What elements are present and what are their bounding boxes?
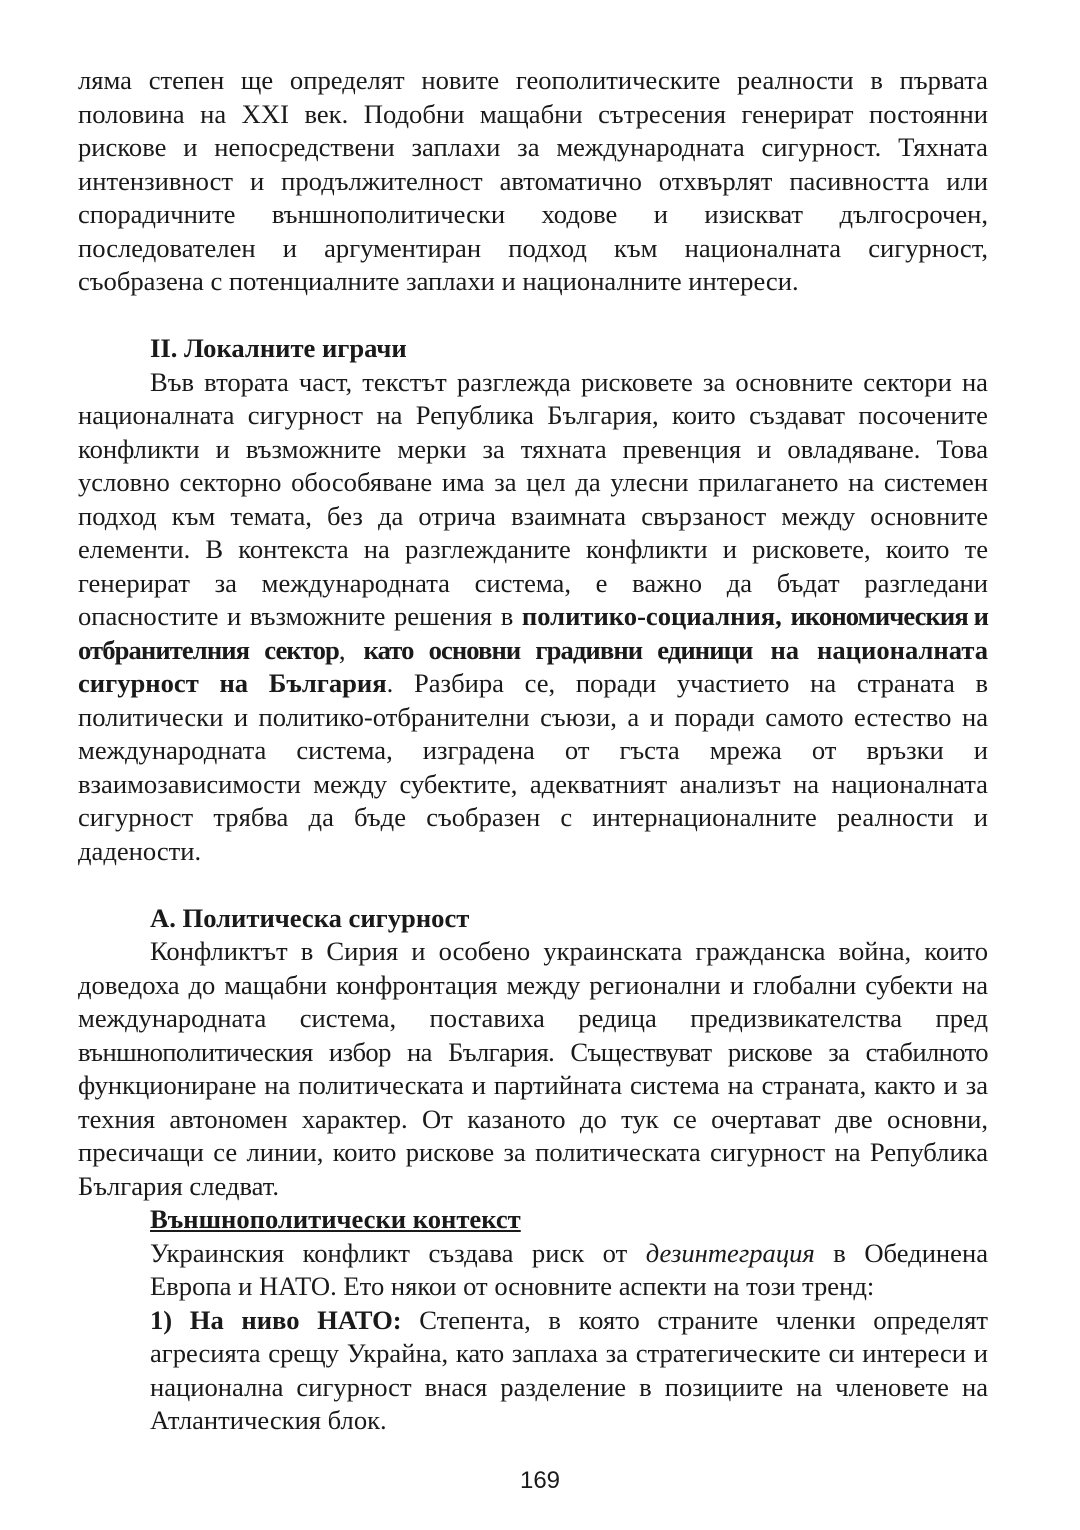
foreign-policy-block [78,1203,988,1438]
list-item-nato [150,1304,988,1438]
bold-text-units: като основни градивни единици [363,634,753,665]
bold-text-sectors: политико-социалния, [521,601,782,631]
list-item-label: 1) На ниво НАТО: [150,1304,402,1335]
text-run: . Разбира се, поради участието на страната в политически и политико-отбранителни съюзи, а и поради самото естество на международната система, изградена от гъста мрежа от връзки и взаимозависимости между субектите, адекватният анализът на националната сигурност трябва да бъде съобразен с интернационалните реалности и дадености. [78,668,988,866]
text-run: , [338,634,364,665]
spacer [78,868,988,902]
spacer [78,299,988,333]
text-run: Конфликтът в Сирия и особено украинската гражданска война, които доведоха до мащабни конфронтация между регионални и глобални субекти на международната система, поставиха редица предизвикателства пред [78,936,988,1033]
section-heading-political-security: А. Политическа сигурност [150,902,470,933]
text-run: функциониране на политическата и партийната система на страната, както и за техния автономен характер. От казаното до тук се очертават две основни, пресичащи се линии, които рискове за политическата сигурност на Република България следват. [78,1070,988,1201]
paragraph-intro: ляма степен ще определят новите геополитическите реалности в първата половина на XXI век. Подобни мащабни сътресения генерират постоянни рискове и непосредствени заплахи за международната сигурност. Тяхната интензивност и продължителност автоматично отхвърлят пасивността или спорадичните външнополитически ходове и изискват дългосрочен, последователен и аргументиран подход към националната сигурност, съобразена с потенциалните заплахи и националните интереси. [78,65,988,296]
text-run: Във втората част, текстът разглежда рисковете за основните сектори на националната сигурност на Република България, които създават посочените конфликти и възможните мерки за тяхната превенция и овладяване. Това условно секторно обособяване има за цел да улесни прилагането на системен подход към темата, без да отрича взаимната свързаност между основните елементи. В контекста на разглежданите конфликти и рисковете, които те генерират за международната система, е важно да бъдат разгледани опасностите и възможните решения в [78,366,988,631]
text-run: външнополитическия избор на България. Съществуват рискове за стабилното [78,1036,988,1067]
paragraph-disintegration [150,1237,988,1304]
page-content [78,64,988,1438]
paragraph-political-security [78,935,988,1203]
subheading-foreign-policy: Външнополитически контекст [150,1204,521,1234]
text-run: Украинския конфликт създава риск от [150,1237,646,1268]
italic-term: дезинтеграция [645,1237,815,1268]
bold-text-units-2: на националната сигурност на България [78,634,989,698]
text-run: Степента, в която страните членки определят агресията срещу Украйна, като заплаха за стратегическите си интереси и национална сигурност внася разделение в позициите на членовете на Атлантическия блок. [150,1304,988,1435]
text-run: в Обединена Европа и НАТО. Ето някои от основните аспекти на този тренд: [150,1237,988,1301]
paragraph-local-players [78,366,988,869]
section-heading-local-players: II. Локалните играчи [150,333,407,363]
page-number: 169 [519,1467,561,1494]
bold-text-sectors-2: икономическия и отбранителния сектор [78,601,988,665]
